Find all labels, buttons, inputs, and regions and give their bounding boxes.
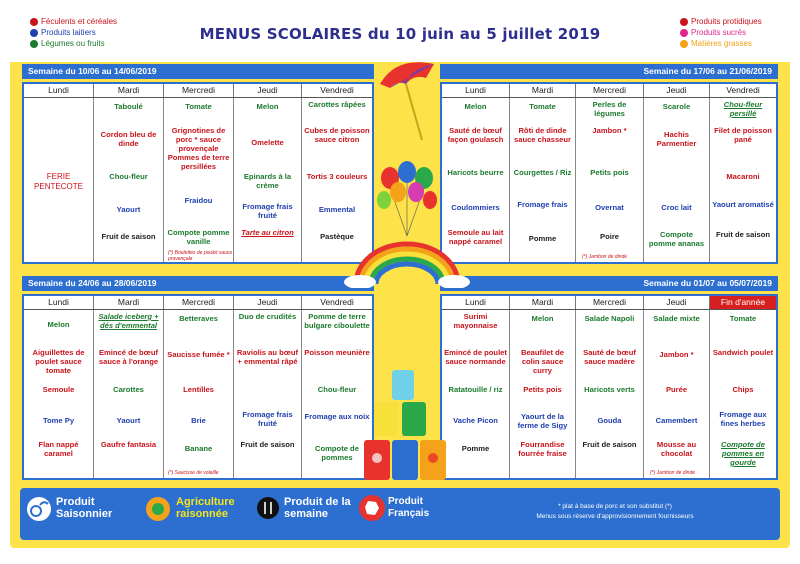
menu-item: Emincé de poulet sauce normande [444, 348, 507, 366]
menu-item: Petits pois [590, 168, 629, 177]
menu-item: Vache Picon [453, 416, 498, 425]
menu-item: Cordon bleu de dinde [100, 130, 157, 148]
menu-item: Surimi mayonnaise [453, 312, 498, 330]
menu-item: Macaroni [726, 172, 760, 181]
menu-item: Salade mixte [653, 314, 700, 323]
menu-item: Hachis Parmentier [656, 130, 697, 148]
menu-item: Compote de pommes [315, 444, 359, 462]
week3-jeudi [234, 310, 302, 478]
menu-item: Rôti de dinde sauce chasseur [514, 126, 571, 144]
day-header: Mardi [510, 84, 576, 97]
menu-item: Yaourt aromatisé [712, 200, 774, 209]
menu-item: Fromage aux fines herbes [719, 410, 767, 428]
week1-mardi [94, 98, 164, 262]
menu-item: Croc lait [661, 203, 692, 212]
footer-francais: Produit Français [388, 496, 430, 519]
menu-item: Fromage frais fruité [242, 202, 293, 220]
week2-mardi [510, 98, 576, 262]
footer-agriculture: Agriculture raisonnée [176, 496, 235, 520]
week3-title: Semaine du 24/06 au 28/06/2019 [22, 276, 374, 291]
day-header: Lundi [442, 84, 510, 97]
menu-item: Banane [184, 444, 213, 453]
week4-mardi [510, 310, 576, 478]
week1-columns [24, 98, 372, 262]
week3-mardi [94, 310, 164, 478]
legend-right [680, 16, 762, 49]
week2-jeudi [644, 98, 710, 262]
menu-item: Overnat [595, 203, 624, 212]
day-header: Jeudi [234, 84, 302, 97]
agriculture-icon [144, 494, 172, 524]
menu-page [10, 8, 790, 548]
week4-lundi [442, 310, 510, 478]
menu-item: Gaufre fantasia [100, 440, 157, 449]
day-header: Mercredi [164, 84, 234, 97]
menu-item: Camembert [655, 416, 698, 425]
legend-dot [680, 29, 688, 37]
menu-item: Tortis 3 couleurs [306, 172, 368, 181]
menu-item: Semoule au lait nappé caramel [447, 228, 504, 246]
menu-item: Beaufilet de colin sauce curry [520, 348, 565, 375]
menu-item: Chips [732, 385, 754, 394]
week3-mercredi [164, 310, 234, 478]
menu-item: Purée [665, 385, 688, 394]
menu-note: (*) Boulettes de poulet sauce provençale [168, 250, 233, 262]
menu-item: Aiguillettes de poulet sauce tomate [32, 348, 85, 375]
menu-item: Fruit de saison [101, 232, 156, 241]
menu-item: Melon [464, 102, 487, 111]
menu-item: Fruit de saison [715, 230, 770, 239]
legend-label: Produits laitiers [41, 28, 96, 37]
menu-item: Salade Napoli [584, 314, 635, 323]
menu-item: Compote de pommes en gourde [721, 440, 765, 467]
balloons-icon [372, 158, 442, 238]
legend-label: Féculents et céréales [41, 17, 118, 26]
menu-item: Flan nappé caramel [38, 440, 79, 458]
menu-item: Duo de crudités [238, 312, 297, 321]
saisonnier-icon [26, 496, 52, 522]
menu-item: Pomme [461, 444, 490, 453]
week2-lundi [442, 98, 510, 262]
week3-columns [24, 310, 372, 478]
menu-item: Tomate [529, 102, 556, 111]
menu-item: Raviolis au bœuf + emmental râpé [236, 348, 299, 366]
menu-item: Yaourt [116, 416, 141, 425]
menu-item: Melon [256, 102, 279, 111]
week4-block [440, 294, 778, 480]
week1-days [24, 84, 372, 98]
menu-item: Yaourt de la ferme de Sigy [517, 412, 568, 430]
day-header: Mercredi [576, 84, 644, 97]
week3-lundi [24, 310, 94, 478]
menu-item: Taboulé [114, 102, 143, 111]
footer [20, 488, 780, 540]
day-header: Mardi [510, 296, 576, 309]
menu-item: Grignotines de porc * sauce provençale Pommes de terre persillées [167, 126, 230, 171]
menu-item: Fromage frais fruité [242, 410, 293, 428]
cans-icon [362, 368, 448, 486]
menu-item: Mousse au chocolat [656, 440, 697, 458]
menu-item: Ratatouille / riz [448, 385, 503, 394]
menu-item: Emmental [318, 205, 356, 214]
day-header: Vendredi [320, 85, 354, 95]
menu-item: Semoule [42, 385, 75, 394]
week4-columns [442, 310, 776, 478]
menu-item: Pomme [528, 234, 557, 243]
week1-title: Semaine du 10/06 au 14/06/2019 [22, 64, 374, 79]
menu-item: Salade iceberg + dés d'emmental [98, 312, 159, 330]
menu-item: Pomme de terre bulgare ciboulette [304, 312, 370, 330]
day-header: Lundi [442, 296, 510, 309]
cutlery-icon [256, 496, 280, 520]
menu-item: Melon [531, 314, 554, 323]
footer-note: Menus sous réserve d'approvisionnement fournisseurs [536, 513, 694, 520]
legend-label: Légumes ou fruits [41, 39, 105, 48]
week2-title: Semaine du 17/06 au 21/06/2019 [440, 64, 778, 79]
menu-item: Haricots verts [584, 385, 635, 394]
menu-item: Tome Py [42, 416, 75, 425]
menu-item: Chou-fleur persillé [723, 100, 763, 118]
day-header: Mardi [94, 84, 164, 97]
rainbow-icon [344, 240, 470, 288]
footer-saisonnier: Produit Saisonnier [56, 496, 113, 520]
week3-days [24, 296, 372, 310]
footer-semaine: Produit de la semaine [284, 496, 351, 520]
menu-item: Emincé de bœuf sauce à l'orange [98, 348, 159, 366]
menu-note: (*) Jambon de dinde [650, 470, 696, 476]
menu-item: Jambon * [659, 350, 694, 359]
menu-item: Saucisse fumée * [167, 350, 230, 359]
menu-item: Compote pomme vanille [167, 228, 230, 246]
week4-days [442, 296, 776, 310]
menu-item: Filet de poisson pané [714, 126, 772, 144]
day-header: Mercredi [164, 296, 234, 309]
week4-mercredi [576, 310, 644, 478]
day-header: Vendredi [726, 85, 760, 95]
menu-note: (*) Jambon de dinde [582, 254, 628, 260]
legend-label: Matières grasses [691, 39, 752, 48]
week2-mercredi [576, 98, 644, 262]
week1-vendredi [302, 98, 372, 262]
page-title: MENUS SCOLAIRES du 10 juin au 5 juillet 2019 [199, 25, 601, 43]
menu-item: Chou-fleur [317, 385, 357, 394]
week4-title: Semaine du 01/07 au 05/07/2019 [440, 276, 778, 291]
legend-dot [680, 18, 688, 26]
menu-item: Sauté de bœuf façon goulasch [447, 126, 504, 144]
week2-days [442, 84, 776, 98]
menu-item: Cubes de poisson sauce citron [304, 126, 370, 144]
menu-item: Sauté de bœuf sauce madère [583, 348, 636, 366]
menu-item: Poire [600, 232, 619, 241]
menu-item: Chou-fleur [109, 172, 148, 181]
week1-lundi [24, 98, 94, 262]
week1-mercredi [164, 98, 234, 262]
menu-item: Jambon * [592, 126, 627, 135]
menu-item: Brie [191, 416, 206, 425]
menu-item: Tomate [185, 102, 212, 111]
menu-item: Fraidou [184, 196, 213, 205]
week3-block [22, 294, 374, 480]
menu-item: Sandwich poulet [712, 348, 774, 357]
menu-item: Gouda [597, 416, 622, 425]
menu-item: Carottes râpées [308, 100, 366, 109]
menu-item: Petits pois [523, 385, 562, 394]
menu-item: Courgettes / Riz [513, 168, 572, 177]
day-header: Lundi [24, 84, 94, 97]
menu-item: Betteraves [179, 314, 218, 323]
week2-columns [442, 98, 776, 262]
footer-notes [500, 502, 730, 522]
menu-item: Melon [47, 320, 70, 329]
umbrella-icon [376, 54, 440, 144]
menu-note: (*) Saucisse de volaille [168, 470, 219, 476]
day-header: Lundi [24, 296, 94, 309]
menu-item: Poisson meunière [304, 348, 370, 357]
week4-jeudi [644, 310, 710, 478]
week1-jeudi [234, 98, 302, 262]
menu-item: Tomate [729, 314, 757, 323]
menu-item: Compote pomme ananas [648, 230, 705, 248]
menu-item: Haricots beurre [447, 168, 504, 177]
week1-block [22, 82, 374, 264]
menu-item: Coulommiers [451, 203, 500, 212]
menu-item: Fruit de saison [240, 440, 295, 449]
menu-item: Perles de légumes [592, 100, 627, 118]
legend-label: Produits protidiques [691, 17, 762, 26]
menu-item: Fourrandise fourrée fraise [518, 440, 567, 458]
menu-item: Fromage frais [517, 200, 568, 209]
menu-item: Scarole [662, 102, 691, 111]
week4-vendredi [710, 310, 776, 478]
legend-label: Produits sucrés [691, 28, 747, 37]
day-header-fin-annee: Fin d'année [710, 296, 776, 309]
day-header: Mercredi [576, 296, 644, 309]
legend-dot [680, 40, 688, 48]
week2-vendredi [710, 98, 776, 262]
menu-item: Lentilles [183, 385, 214, 394]
day-header: Mardi [94, 296, 164, 309]
france-icon [358, 494, 386, 522]
menu-item: Omelette [251, 138, 284, 147]
menu-item: Carottes [113, 385, 144, 394]
menu-item: Yaourt [116, 205, 141, 214]
menu-item: Tarte au citron [241, 228, 294, 237]
menu-item: Pastèque [320, 232, 354, 241]
week2-block [440, 82, 778, 264]
menu-item: Fromage aux noix [304, 412, 370, 421]
day-header: Jeudi [234, 296, 302, 309]
menu-item: Epinards à la crème [243, 172, 292, 190]
footer-note: * plat à base de porc et son substitut (*) [558, 503, 672, 510]
day-header: Jeudi [644, 84, 710, 97]
ferie-label: FERIE PENTECOTE [34, 172, 83, 191]
day-header: Vendredi [320, 297, 354, 307]
day-header: Jeudi [644, 296, 710, 309]
menu-item: Fruit de saison [582, 440, 637, 449]
